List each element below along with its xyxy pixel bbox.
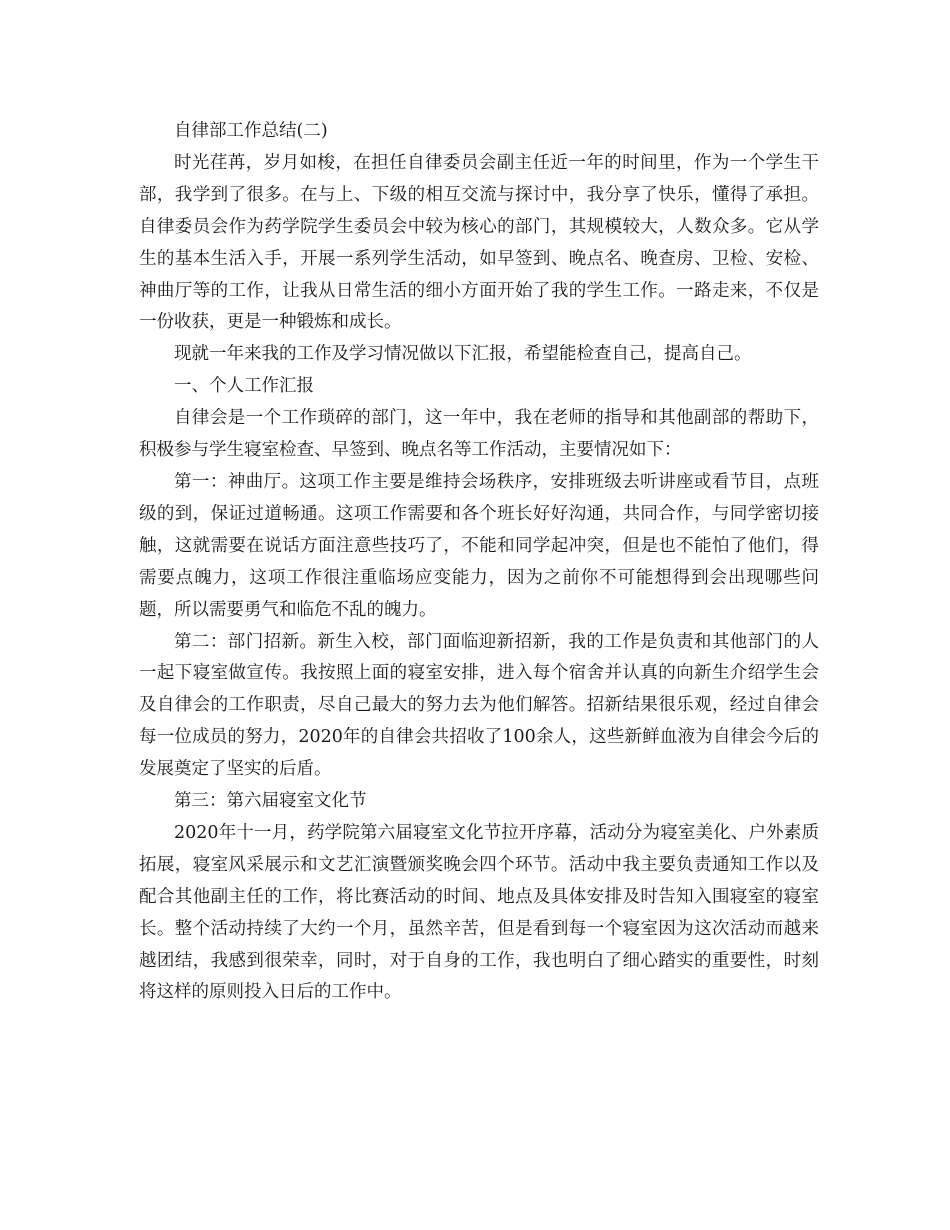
paragraph-report-preface: 现就一年来我的工作及学习情况做以下汇报，希望能检查自己，提高自己。: [174, 344, 752, 365]
section-heading-personal-report: 一、个人工作汇报: [174, 376, 314, 397]
document-body: [139, 116, 819, 1009]
paragraph-overview: 自律会是一个工作琐碎的部门，这一年中，我在老师的指导和其他副部的帮助下，积极参与学生寝室检查、早签到、晚点名等工作活动，主要情况如下：: [139, 408, 819, 461]
paragraph-item-3-body: 2020年十一月，药学院第六届寝室文化节拉开序幕，活动分为寝室美化、户外素质拓展，寝室风采展示和文艺汇演暨颁奖晚会四个环节。活动中我主要负责通知工作以及配合其他副主任的工作，将比赛活动的时间、地点及具体安排及时告知入围寝室的寝室长。整个活动持续了大约一个月，虽然辛苦，但是看到每一个寝室因为这次活动而越来越团结，我感到很荣幸，同时，对于自身的工作，我也明白了细心踏实的重要性，时刻将这样的原则投入日后的工作中。: [139, 822, 819, 1003]
paragraph-item-1: 第一：神曲厅。这项工作主要是维持会场秩序，安排班级去听讲座或看节目，点班级的到，保证过道畅通。这项工作需要和各个班长好好沟通，共同合作，与同学密切接触，这就需要在说话方面注意些技巧了，不能和同学起冲突，但是也不能怕了他们，得需要点魄力，这项工作很注重临场应变能力，因为之前你不可能想得到会出现哪些问题，所以需要勇气和临危不乱的魄力。: [139, 471, 819, 620]
paragraph-intro: 时光荏苒，岁月如梭，在担任自律委员会副主任近一年的时间里，作为一个学生干部，我学到了很多。在与上、下级的相互交流与探讨中，我分享了快乐，懂得了承担。自律委员会作为药学院学生委员会中较为核心的部门，其规模较大，人数众多。它从学生的基本生活入手，开展一系列学生活动，如早签到、晚点名、晚查房、卫检、安检、神曲厅等的工作，让我从日常生活的细小方面开始了我的学生工作。一路走来，不仅是一份收获，更是一种锻炼和成长。: [139, 152, 819, 333]
paragraph-item-2: 第二：部门招新。新生入校，部门面临迎新招新，我的工作是负责和其他部门的人一起下寝室做宣传。我按照上面的寝室安排，进入每个宿舍并认真的向新生介绍学生会及自律会的工作职责，尽自己最大的努力去为他们解答。招新结果很乐观，经过自律会每一位成员的努力，2020年的自律会共招收了100余人，这些新鲜血液为自律会今后的发展奠定了坚实的后盾。: [139, 631, 819, 780]
paragraph-item-3-heading: 第三：第六届寝室文化节: [174, 791, 367, 812]
document-title: 自律部工作总结(二): [174, 121, 328, 141]
